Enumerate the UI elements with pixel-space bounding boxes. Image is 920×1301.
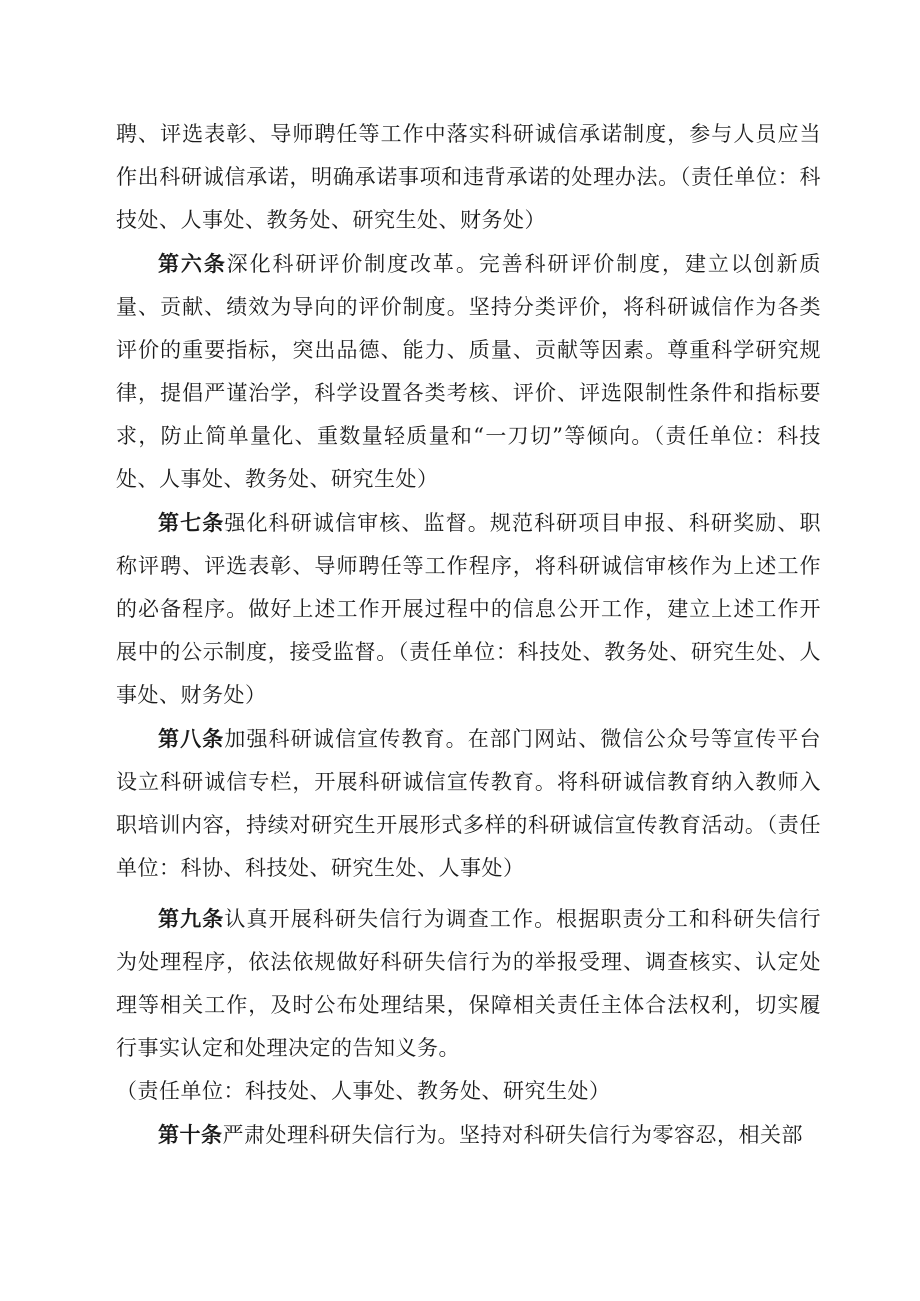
article-10 <box>116 1113 821 1157</box>
paragraph-continuation <box>116 113 821 242</box>
article-8 <box>116 717 821 890</box>
document-body-upper <box>116 113 821 890</box>
paragraph-text: （责任单位：科技处、人事处、教务处、研究生处） <box>116 1079 611 1103</box>
article-7 <box>116 501 821 717</box>
article-heading: 第八条 <box>158 726 225 751</box>
article-9 <box>116 897 821 1070</box>
responsibility-note <box>116 1070 821 1113</box>
paragraph-text: 聘、评选表彰、导师聘任等工作中落实科研诚信承诺制度，参与人员应当作出科研诚信承诺，明确承诺事项和违背承诺的处理办法。（责任单位：科技处、人事处、教务处、研究生处、财务处） <box>116 122 821 232</box>
paragraph-text: 深化科研评价制度改革。完善科研评价制度，建立以创新质量、贡献、绩效为导向的评价制度。坚持分类评价，将科研诚信作为各类评价的重要指标，突出品德、能力、质量、贡献等因素。尊重科学研究规律，提倡严谨治学，科学设置各类考核、评价、评选限制性条件和指标要求，防止简单量化、重数量轻质量和“一刀切”等倾向。（责任单位：科技处、人事处、教务处、研究生处） <box>116 252 821 491</box>
article-heading: 第六条 <box>158 251 227 276</box>
paragraph-text: 严肃处理科研失信行为。坚持对科研失信行为零容忍，相关部 <box>222 1123 803 1147</box>
paragraph-text: 强化科研诚信审核、监督。规范科研项目申报、科研奖励、职称评聘、评选表彰、导师聘任等工作程序，将科研诚信审核作为上述工作的必备程序。做好上述工作开展过程中的信息公开工作，建立上述工作开展中的公示制度，接受监督。（责任单位：科技处、教务处、研究生处、人事处、财务处） <box>116 511 822 707</box>
paragraph-text: 加强科研诚信宣传教育。在部门网站、微信公众号等宣传平台设立科研诚信专栏，开展科研诚信宣传教育。将科研诚信教育纳入教师入职培训内容，持续对研究生开展形式多样的科研诚信宣传教育活动。（责任单位：科协、科技处、研究生处、人事处） <box>116 727 822 880</box>
article-6 <box>116 242 821 501</box>
document-body-lower <box>116 897 821 1157</box>
paragraph-text: 认真开展科研失信行为调查工作。根据职责分工和科研失信行为处理程序，依法依规做好科研失信行为的举报受理、调查核实、认定处理等相关工作，及时公布处理结果，保障相关责任主体合法权利，切实履行事实认定和处理决定的告知义务。 <box>116 907 822 1060</box>
article-heading: 第九条 <box>158 906 225 931</box>
article-heading: 第十条 <box>158 1122 223 1147</box>
article-heading: 第七条 <box>158 510 225 535</box>
